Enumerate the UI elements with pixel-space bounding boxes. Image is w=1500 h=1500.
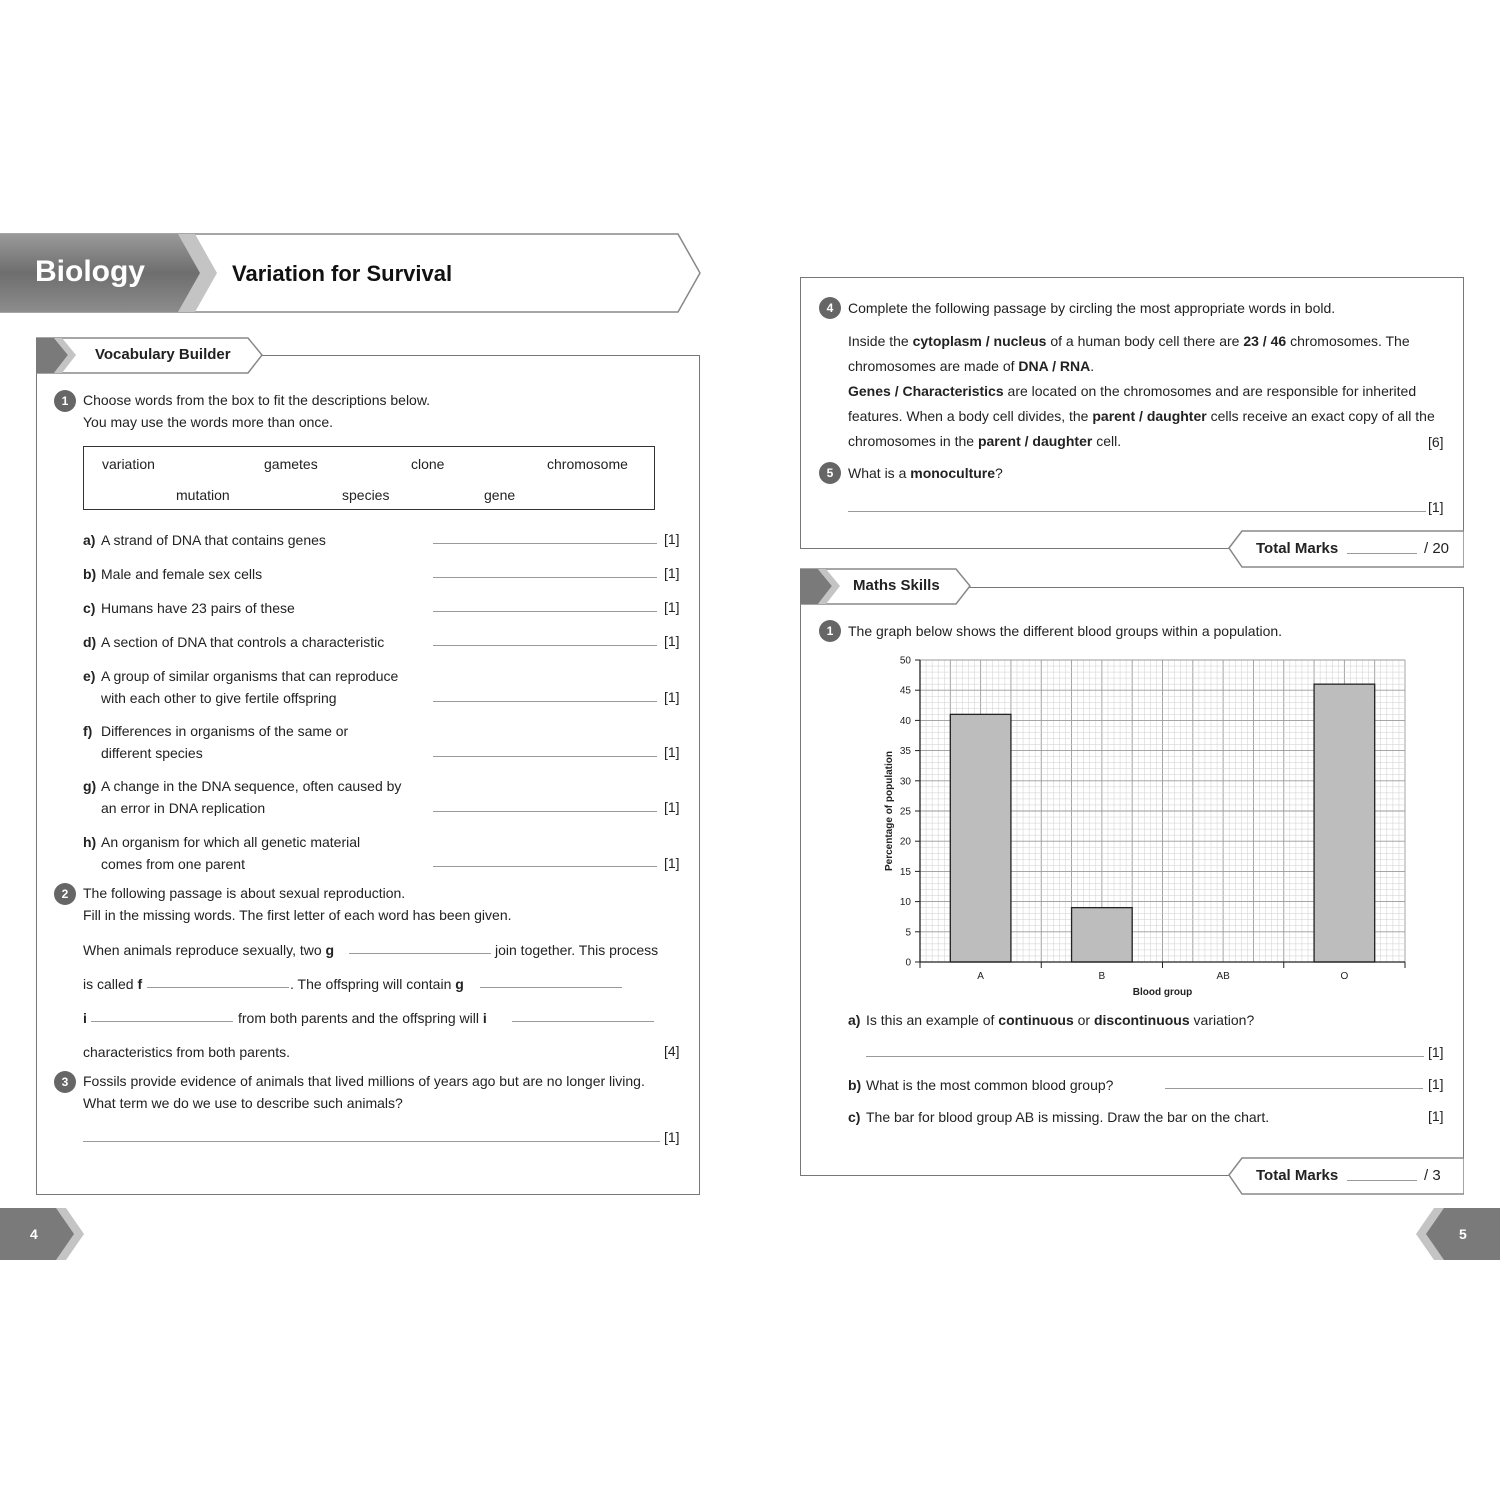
answer-line[interactable]: [866, 1056, 1424, 1057]
question-number: 4: [819, 297, 841, 319]
word-mutation: mutation: [176, 487, 230, 503]
ma-text: Is this an example of continuous or discontinuous variation?: [866, 1012, 1255, 1028]
answer-line[interactable]: [433, 756, 657, 757]
x-axis-label: Blood group: [1132, 987, 1193, 998]
q2-instruction: The following passage is about sexual reproduction. Fill in the missing words. The first letter of each word has been given.: [83, 885, 512, 923]
answer-line[interactable]: [512, 1021, 654, 1022]
mc-letter: c): [848, 1109, 861, 1125]
y-tick-label: 35: [899, 746, 911, 758]
page-title: Variation for Survival: [232, 261, 453, 286]
y-tick-label: 20: [899, 836, 911, 848]
answer-line[interactable]: [433, 577, 657, 578]
question-number: 2: [54, 883, 76, 905]
answer-line[interactable]: [433, 866, 657, 867]
x-tick-label: B: [1098, 971, 1106, 982]
mc-mark: [1]: [1428, 1108, 1444, 1124]
total-marks-label: Total Marks: [1256, 540, 1339, 557]
q2-line2-mid: . The offspring will contain g: [290, 976, 464, 992]
y-tick-label: 45: [899, 685, 911, 697]
y-tick-label: 25: [899, 806, 911, 818]
total-marks-value: / 20: [1424, 540, 1450, 557]
vocabulary-title: Vocabulary Builder: [95, 346, 231, 363]
question-number: 3: [54, 1071, 76, 1093]
word-gene: gene: [484, 487, 516, 503]
answer-line[interactable]: [91, 1021, 233, 1022]
total-marks-value: / 3: [1424, 1167, 1441, 1184]
total-marks-input[interactable]: [1347, 1180, 1417, 1181]
q5-mark: [1]: [1428, 499, 1444, 515]
answer-line[interactable]: [433, 645, 657, 646]
y-axis-label: Percentage of population: [884, 750, 895, 872]
subject-title: Biology: [35, 255, 145, 288]
x-tick-label: A: [977, 971, 984, 982]
maths-title: Maths Skills: [853, 577, 940, 594]
answer-line[interactable]: [83, 1141, 660, 1142]
q2-line1-start: When animals reproduce sexually, two g: [83, 942, 335, 958]
y-tick-label: 10: [899, 897, 911, 909]
word-clone: clone: [411, 456, 445, 472]
m1-text: The graph below shows the different blood groups within a population.: [848, 623, 1283, 639]
q2-line1-end: join together. This process: [495, 942, 659, 958]
bar-o: [1314, 684, 1375, 962]
word-chromosome: chromosome: [547, 456, 628, 472]
answer-line[interactable]: [848, 511, 1426, 512]
word-species: species: [342, 487, 390, 503]
answer-line[interactable]: [433, 811, 657, 812]
mc-text: The bar for blood group AB is missing. Draw the bar on the chart.: [866, 1109, 1270, 1125]
ma-mark: [1]: [1428, 1044, 1444, 1060]
q2-line3-mid: from both parents and the offspring will i: [238, 1010, 487, 1026]
y-tick-label: 30: [899, 776, 911, 788]
bar-a: [950, 714, 1011, 962]
page-number-left: 4: [30, 1226, 38, 1242]
answer-line[interactable]: [147, 987, 289, 988]
mb-mark: [1]: [1428, 1076, 1444, 1092]
answer-line[interactable]: [433, 701, 657, 702]
q5-text: What is a monoculture?: [848, 465, 1003, 481]
y-tick-label: 0: [905, 957, 911, 969]
y-tick-label: 40: [899, 715, 911, 727]
mb-text: What is the most common blood group?: [866, 1077, 1114, 1093]
question-number: 5: [819, 462, 841, 484]
mb-letter: b): [848, 1077, 862, 1093]
word-variation: variation: [102, 456, 155, 472]
page-number-right: 5: [1459, 1226, 1467, 1242]
y-tick-label: 5: [905, 927, 911, 939]
q2-line3-letter: i: [83, 1010, 87, 1026]
y-tick-label: 15: [899, 866, 911, 878]
q3-text: Fossils provide evidence of animals that lived millions of years ago but are no longer living. What term we do we use to describe such animals?: [83, 1073, 645, 1111]
total-marks-input[interactable]: [1347, 553, 1417, 554]
x-tick-label: AB: [1216, 971, 1230, 982]
answer-line[interactable]: [433, 543, 657, 544]
x-tick-label: O: [1340, 971, 1349, 982]
q2-line2-start: is called f: [83, 976, 143, 992]
q2-line4: characteristics from both parents.: [83, 1044, 290, 1060]
answer-line[interactable]: [433, 611, 657, 612]
page-number-right-tab: [1414, 1207, 1500, 1261]
bar-b: [1072, 908, 1133, 962]
q4-mark: [6]: [1428, 434, 1444, 450]
q1-instruction: Choose words from the box to fit the descriptions below. You may use the words more than once.: [83, 392, 431, 430]
answer-line[interactable]: [1165, 1088, 1423, 1089]
word-gametes: gametes: [264, 456, 318, 472]
q2-mark: [4]: [664, 1043, 680, 1059]
question-number: 1: [54, 390, 76, 412]
blood-group-chart: [870, 650, 1430, 1005]
y-tick-label: 50: [899, 655, 911, 667]
total-marks-label: Total Marks: [1256, 1167, 1339, 1184]
page-number-left-tab: [0, 1207, 86, 1261]
q4-passage: Inside the cytoplasm / nucleus of a human body cell there are 23 / 46 chromosomes. The chromosomes are made of DNA / RNA. Genes / Characteristics are located on the chromosomes and are responsible for inherited features. When a body cell divides, the parent / daughter cells receive an exact copy of all the chromosomes in the parent / daughter cell.: [848, 333, 1435, 449]
question-number: 1: [819, 620, 841, 642]
answer-line[interactable]: [480, 987, 622, 988]
answer-line[interactable]: [349, 953, 491, 954]
q4-intro: Complete the following passage by circling the most appropriate words in bold.: [848, 300, 1336, 316]
ma-letter: a): [848, 1012, 861, 1028]
q3-mark: [1]: [664, 1129, 680, 1145]
